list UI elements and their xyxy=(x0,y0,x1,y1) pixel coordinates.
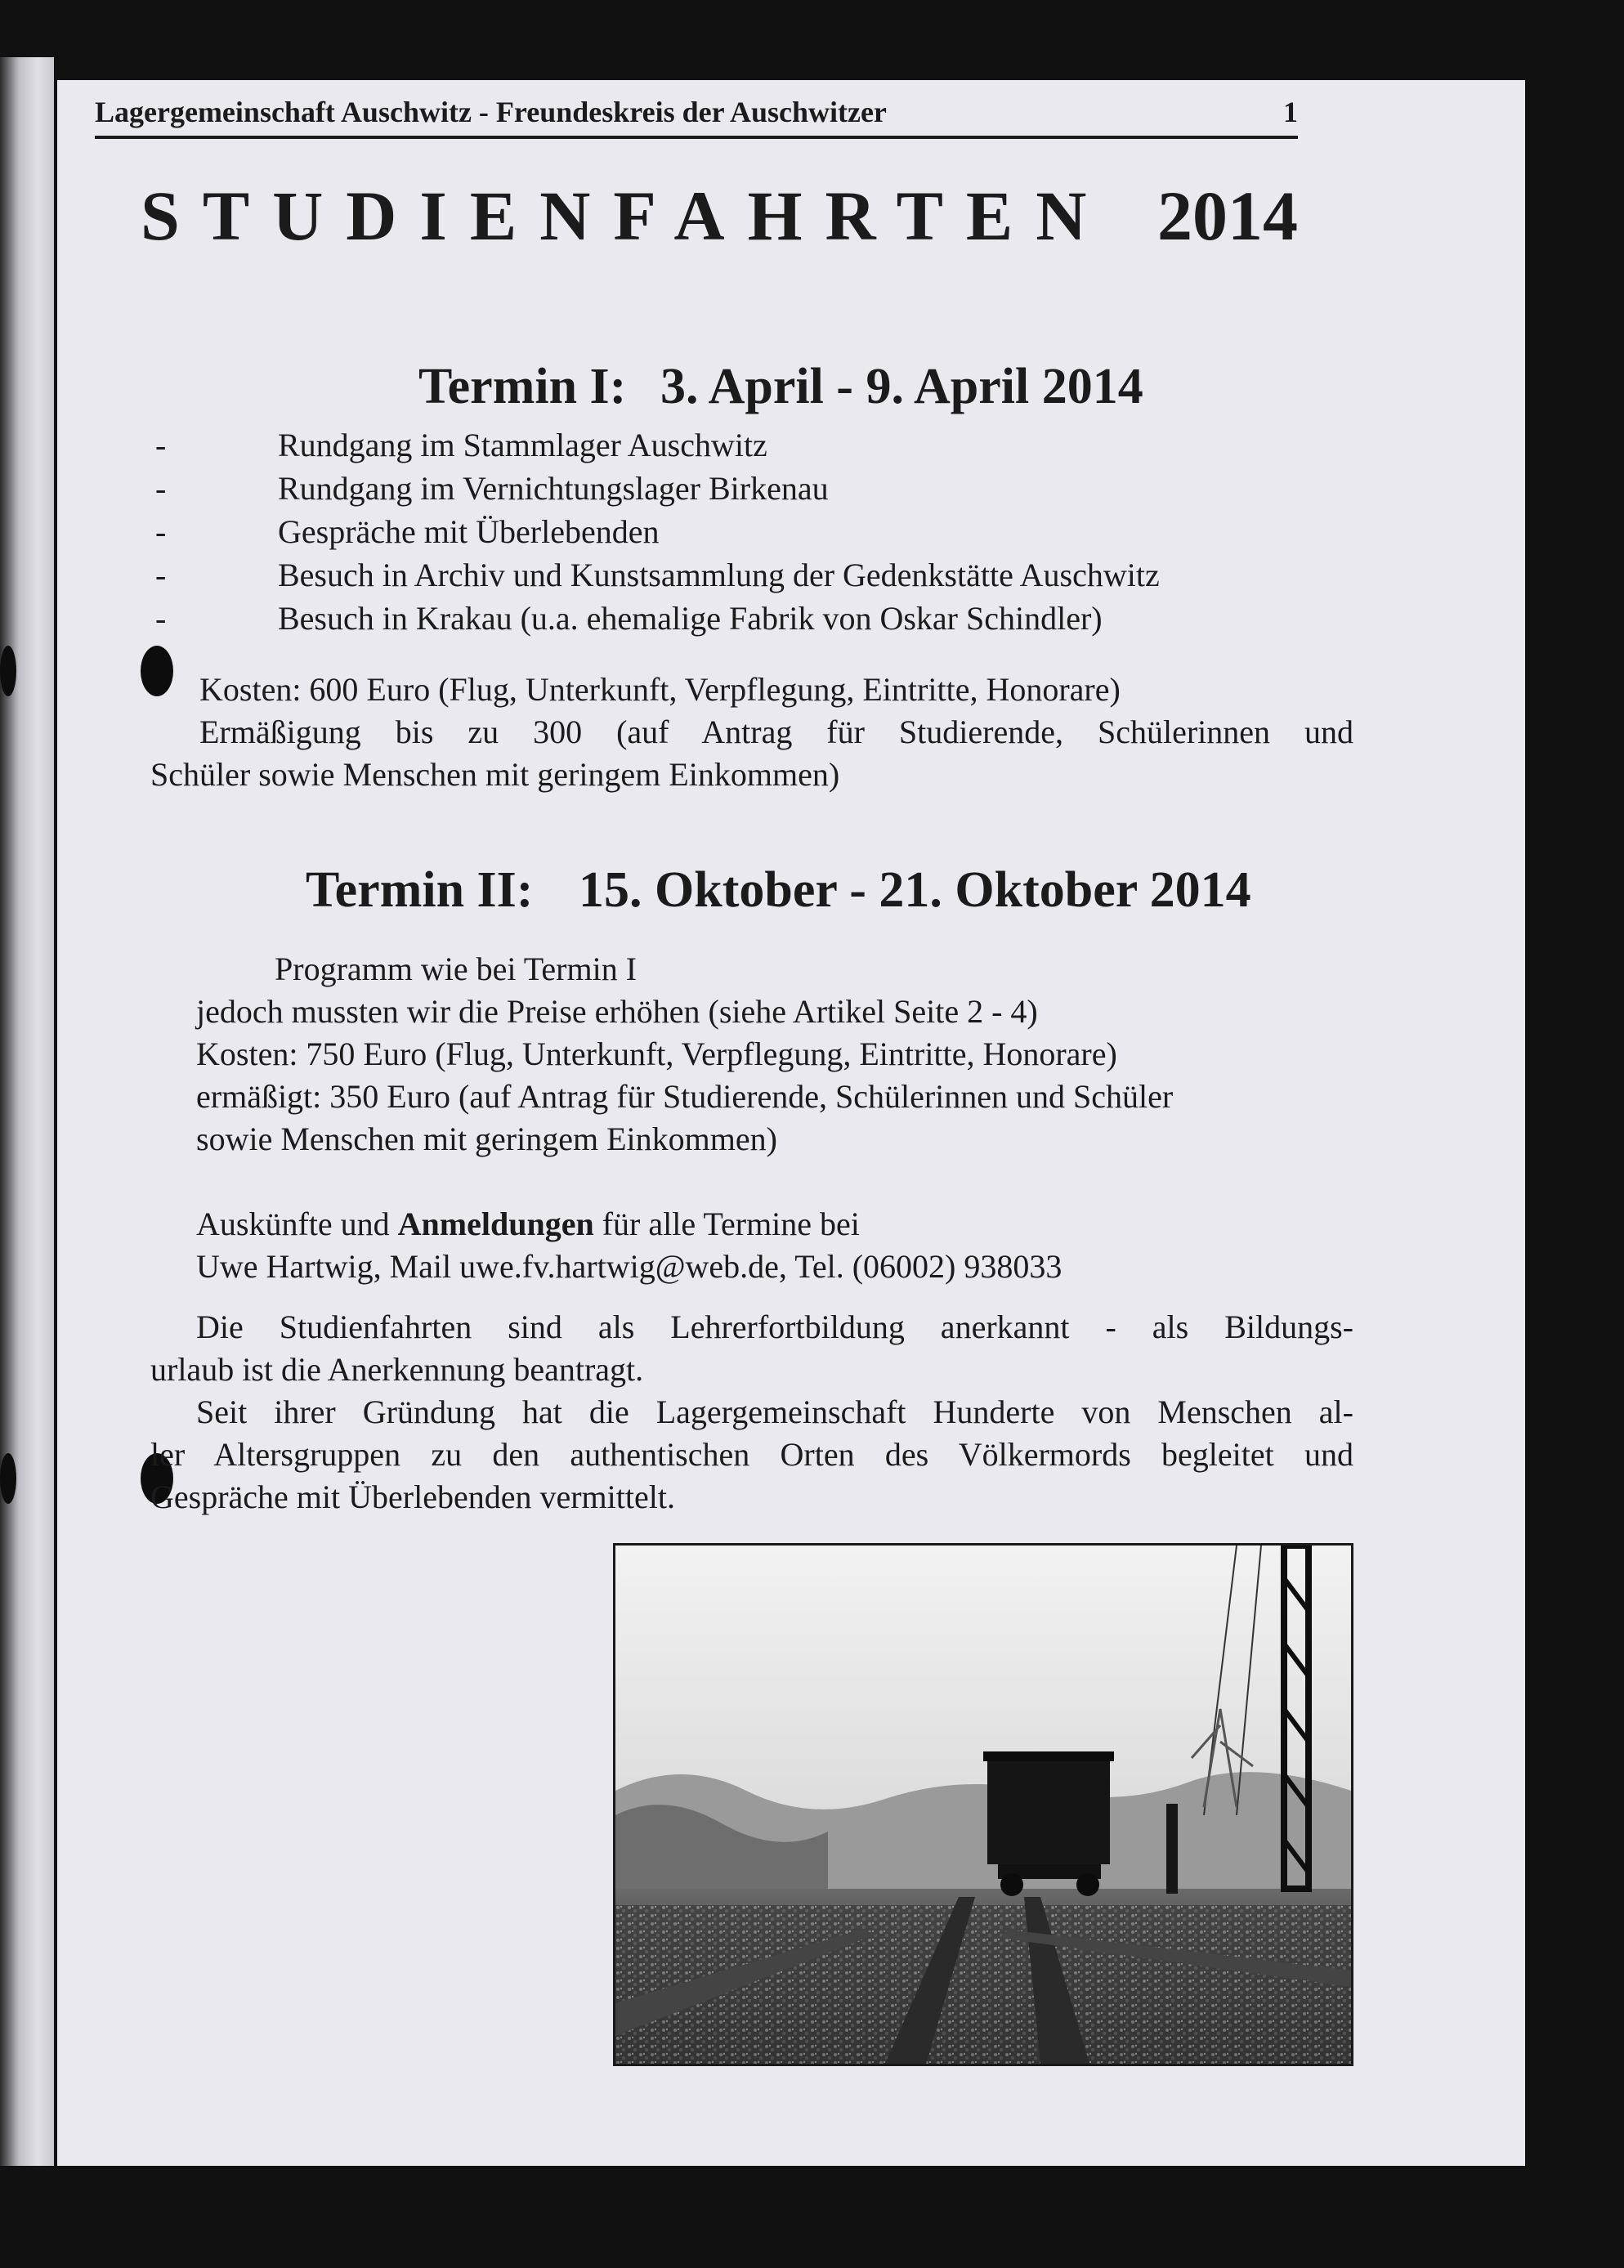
closing-line: ler Altersgruppen zu den authentischen Orten des Völkermords begleitet und xyxy=(150,1436,1353,1473)
termin2-line: jedoch mussten wir die Preise erhöhen (siehe Artikel Seite 2 - 4) xyxy=(196,993,1038,1030)
closing-line: urlaub ist die Anerkennung beantragt. xyxy=(150,1351,644,1388)
closing-text xyxy=(150,1306,1353,1519)
railway-illustration xyxy=(615,1546,1351,2064)
closing-line: Seit ihrer Gründung hat die Lagergemeinschaft Hunderte von Menschen al- xyxy=(196,1393,1353,1430)
termin2-label: Termin II: xyxy=(306,862,534,918)
reduction-line: Ermäßigung bis zu 300 (auf Antrag für Studierende, Schülerinnen und xyxy=(199,714,1353,750)
termin2-date: 15. Oktober - 21. Oktober 2014 xyxy=(579,862,1251,918)
termin2-line: ermäßigt: 350 Euro (auf Antrag für Studierende, Schülerinnen und Schüler xyxy=(196,1078,1174,1115)
binder-ring-bottom xyxy=(0,1453,16,1504)
main-title-year: 2014 xyxy=(1157,177,1298,255)
running-header xyxy=(95,95,1298,139)
termin2-heading xyxy=(306,861,1251,919)
binder-edge xyxy=(0,57,54,2166)
closing-line: Die Studienfahrten sind als Lehrerfortbildung anerkannt - als Bildungs- xyxy=(196,1308,1353,1345)
termin1-heading xyxy=(418,358,1143,416)
termin1-date: 3. April - 9. April 2014 xyxy=(660,359,1143,414)
contact-details: Uwe Hartwig, Mail uwe.fv.hartwig@web.de, Tel. (06002) 938033 xyxy=(196,1248,1063,1285)
binder-ring-top xyxy=(0,646,16,696)
termin1-costs xyxy=(150,669,1353,796)
costs-line: Kosten: 600 Euro (Flug, Unterkunft, Verpflegung, Eintritte, Honorare) xyxy=(199,671,1121,708)
termin1-label: Termin I: xyxy=(418,359,627,414)
termin2-details xyxy=(196,948,1357,1161)
page-number: 1 xyxy=(1283,96,1298,128)
registration-emphasis: Anmeldungen xyxy=(397,1206,594,1242)
main-title xyxy=(141,175,1298,257)
reduction-line-cont: Schüler sowie Menschen mit geringem Einkommen) xyxy=(150,756,840,793)
header-title: Lagergemeinschaft Auschwitz - Freundeskreis der Auschwitzer xyxy=(95,96,887,128)
termin2-line: sowie Menschen mit geringem Einkommen) xyxy=(196,1121,777,1157)
railway-photo xyxy=(613,1543,1353,2066)
contact-block xyxy=(196,1203,1357,1288)
main-title-word: STUDIENFAHRTEN xyxy=(141,177,1110,255)
termin2-line: Kosten: 750 Euro (Flug, Unterkunft, Verpflegung, Eintritte, Honorare) xyxy=(196,1036,1117,1072)
closing-line: Gespräche mit Überlebenden vermittelt. xyxy=(150,1478,675,1515)
termin2-line: Programm wie bei Termin I xyxy=(275,951,638,987)
contact-line: Auskünfte und Anmeldungen für alle Termine bei xyxy=(196,1206,860,1242)
